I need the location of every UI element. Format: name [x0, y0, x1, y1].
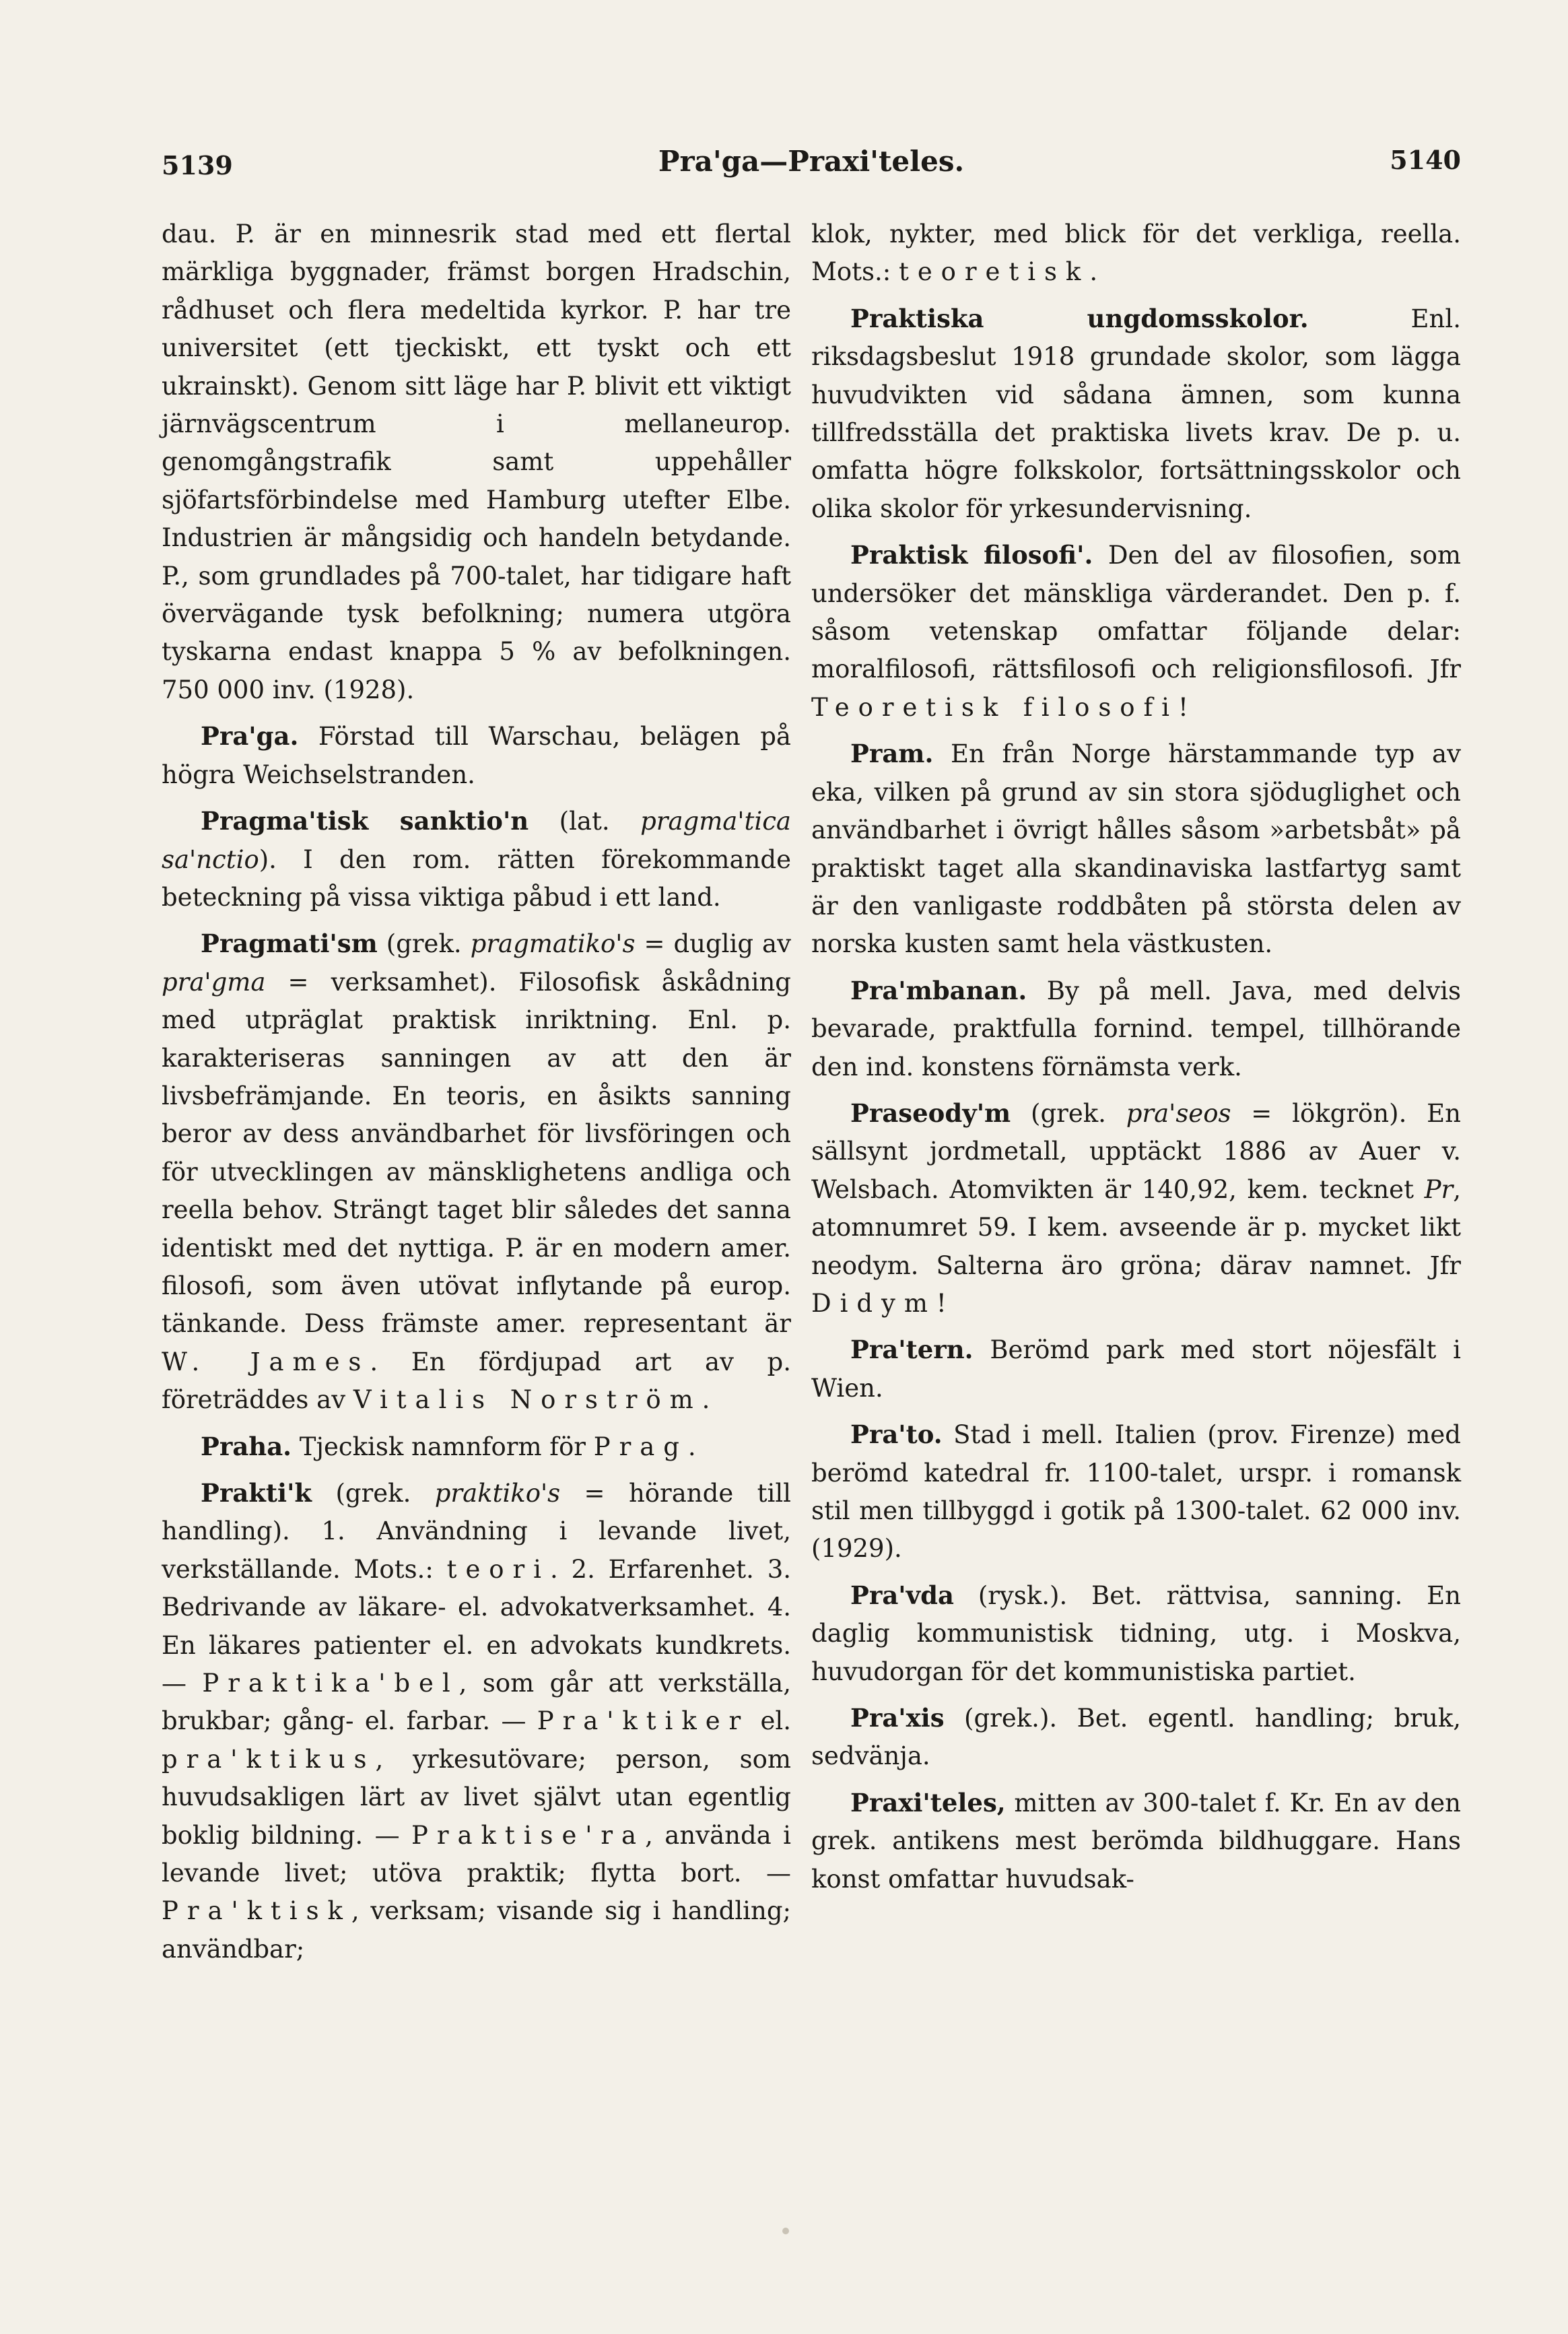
entry-praga-continued: dau. P. är en minnesrik stad med ett flertal märkliga byggnader, främst borgen Hradschin, rådhuset och flera medeltida kyrkor. P. har tre universitet (ett tjeckiskt, ett tyskt och ett ukrainskt). Genom sitt läge har P. blivit ett viktigt järnvägscentrum i mellaneurop. genomgångstrafik samt uppehåller sjöfartsförbindelse med Hamburg utefter Elbe. Industrien är mångsidig och handeln betydande. P., som grundlades på 700-talet, har tidigare haft övervägande tysk befolkning; numera utgöra tyskarna endast knappa 5 % av befolkningen. 750 000 inv. (1928). — [162, 220, 791, 704]
entry-pratern: Pra'tern. Berömd park med stort nöjesfält i Wien. — [811, 1335, 1461, 1403]
headword: Pra'tern. — [850, 1335, 974, 1365]
entry-praktisk-filosofi: Praktisk filosofi'. Den del av filosofien, som undersöker det mänskliga värderandet. Den p. f. såsom vetenskap omfattar följande delar: moralfilosofi, rättsfilosofi och religionsfilosofi. Jfr Teoretisk filosofi! — [811, 540, 1461, 722]
ink-speck — [782, 2228, 789, 2234]
page-number-left: 5139 — [162, 150, 233, 180]
right-column — [811, 215, 1461, 1906]
entry-praha: Praha. Tjeckisk namnform för Prag. — [201, 1431, 696, 1461]
page-header — [162, 145, 1461, 192]
entry-pragmatisk-sanktion: Pragma'tisk sanktio'n (lat. pragma'tica sa'nctio). I den rom. rätten förekommande beteckning på vissa viktiga påbud i ett land. — [162, 806, 791, 912]
headword: Pra'xis — [850, 1703, 945, 1733]
page-number-right: 5140 — [1390, 145, 1461, 175]
headword: Pra'vda — [850, 1580, 954, 1610]
entry-pram: Pram. En från Norge härstammande typ av eka, vilken på grund av sin stora sjöduglighet och användbarhet i övrigt hålles såsom »arbetsbåt» på praktiskt taget alla skandinaviska lastfartyg samt är den vanligaste roddbåten på största delen av norska kusten samt hela västkusten. — [811, 739, 1461, 959]
headword: Praxi'teles, — [850, 1787, 1006, 1818]
headword: Pra'mbanan. — [850, 975, 1027, 1005]
headword: Praktisk filosofi'. — [850, 540, 1093, 570]
entry-praxis: Pra'xis (grek.). Bet. egentl. handling; bruk, sedvänja. — [811, 1703, 1461, 1771]
headword: Praha. — [201, 1431, 292, 1461]
running-title: Pra'ga—Praxi'teles. — [658, 145, 965, 178]
headword: Pram. — [850, 739, 934, 769]
headword: Pra'to. — [850, 1420, 943, 1450]
entry-pragmatism: Pragmati'sm (grek. pragmatiko's = duglig av pra'gma = verksamhet). Filosofisk åskådning med utpräglat praktisk inriktning. Enl. p. karakteriseras sanningen av att den är livsbefrämjande. En teoris, en åsikts sanning beror av dess användbarhet för livsföringen och för utvecklingen av mänsklighetens andliga och reella behov. Strängt taget blir således det sanna identiskt med det nyttiga. P. är en modern amer. filosofi, som även utövat inflytande på europ. tänkande. Dess främste amer. representant är W. James. En fördjupad art av p. företräddes av Vitalis Norström. — [162, 929, 791, 1415]
entry-praktiska-ungdomsskolor: Praktiska ungdomsskolor. Enl. riksdagsbeslut 1918 grundade skolor, som lägga huvudvikten vid sådana ämnen, som kunna tillfredsställa det praktiska livets krav. De p. u. omfatta högre folkskolor, fortsättningsskolor och olika skolor för yrkesundervisning. — [811, 303, 1461, 523]
entry-prambanan: Pra'mbanan. By på mell. Java, med delvis bevarade, praktfulla fornind. tempel, tillhörande den ind. konstens förnämsta verk. — [811, 975, 1461, 1081]
entry-praktisk-continued: klok, nykter, med blick för det verkliga, reella. Mots.: teoretisk. — [811, 220, 1461, 287]
entry-praktik: Prakti'k (grek. praktiko's = hörande till handling). 1. Användning i levande livet, verkställande. Mots.: teori. 2. Erfarenhet. 3. Bedrivande av läkare- el. advokatverksamhet. 4. En läkares patienter el. en advokats kundkrets. — Praktika'bel, som går att verkställa, brukbar; gång- el. farbar. — Pra'ktiker el. pra'ktikus, yrkesutövare; person, som huvudsakligen lärt av livet självt utan egentlig boklig bildning. — Praktise'ra, använda i levande livet; utöva praktik; flytta bort. — Pra'ktisk, verksam; visande sig i handling; användbar; — [162, 1478, 791, 1964]
headword: Pragma'tisk sanktio'n — [201, 806, 529, 836]
left-column — [162, 215, 791, 1976]
entry-praseodym: Praseody'm (grek. pra'seos = lökgrön). En sällsynt jordmetall, upptäckt 1886 av Auer v. Welsbach. Atomvikten är 140,92, kem. tecknet Pr, atomnumret 59. I kem. avseende är p. mycket likt neodym. Salterna äro gröna; därav namnet. Jfr Didym! — [811, 1098, 1461, 1318]
entry-prato: Pra'to. Stad i mell. Italien (prov. Firenze) med berömd katedral fr. 1100-talet, urspr. i romansk stil men tillbyggd i gotik på 1300-talet. 62 000 inv. (1929). — [811, 1420, 1461, 1564]
entry-pravda: Pra'vda (rysk.). Bet. rättvisa, sanning. En daglig kommunistisk tidning, utg. i Moskva, huvudorgan för det kommunistiska partiet. — [811, 1580, 1461, 1686]
entry-praga-warschau: Pra'ga. Förstad till Warschau, belägen på högra Weichselstranden. — [162, 721, 791, 789]
headword: Prakti'k — [201, 1478, 312, 1508]
entry-praxiteles: Praxi'teles, mitten av 300-talet f. Kr. En av den grek. antikens mest berömda bildhuggare. Hans konst omfattar huvudsak- — [811, 1787, 1461, 1894]
headword: Praseody'm — [850, 1098, 1011, 1128]
headword: Pragmati'sm — [201, 929, 378, 959]
headword: Pra'ga. — [201, 721, 299, 752]
headword: Praktiska ungdomsskolor. — [850, 303, 1309, 333]
